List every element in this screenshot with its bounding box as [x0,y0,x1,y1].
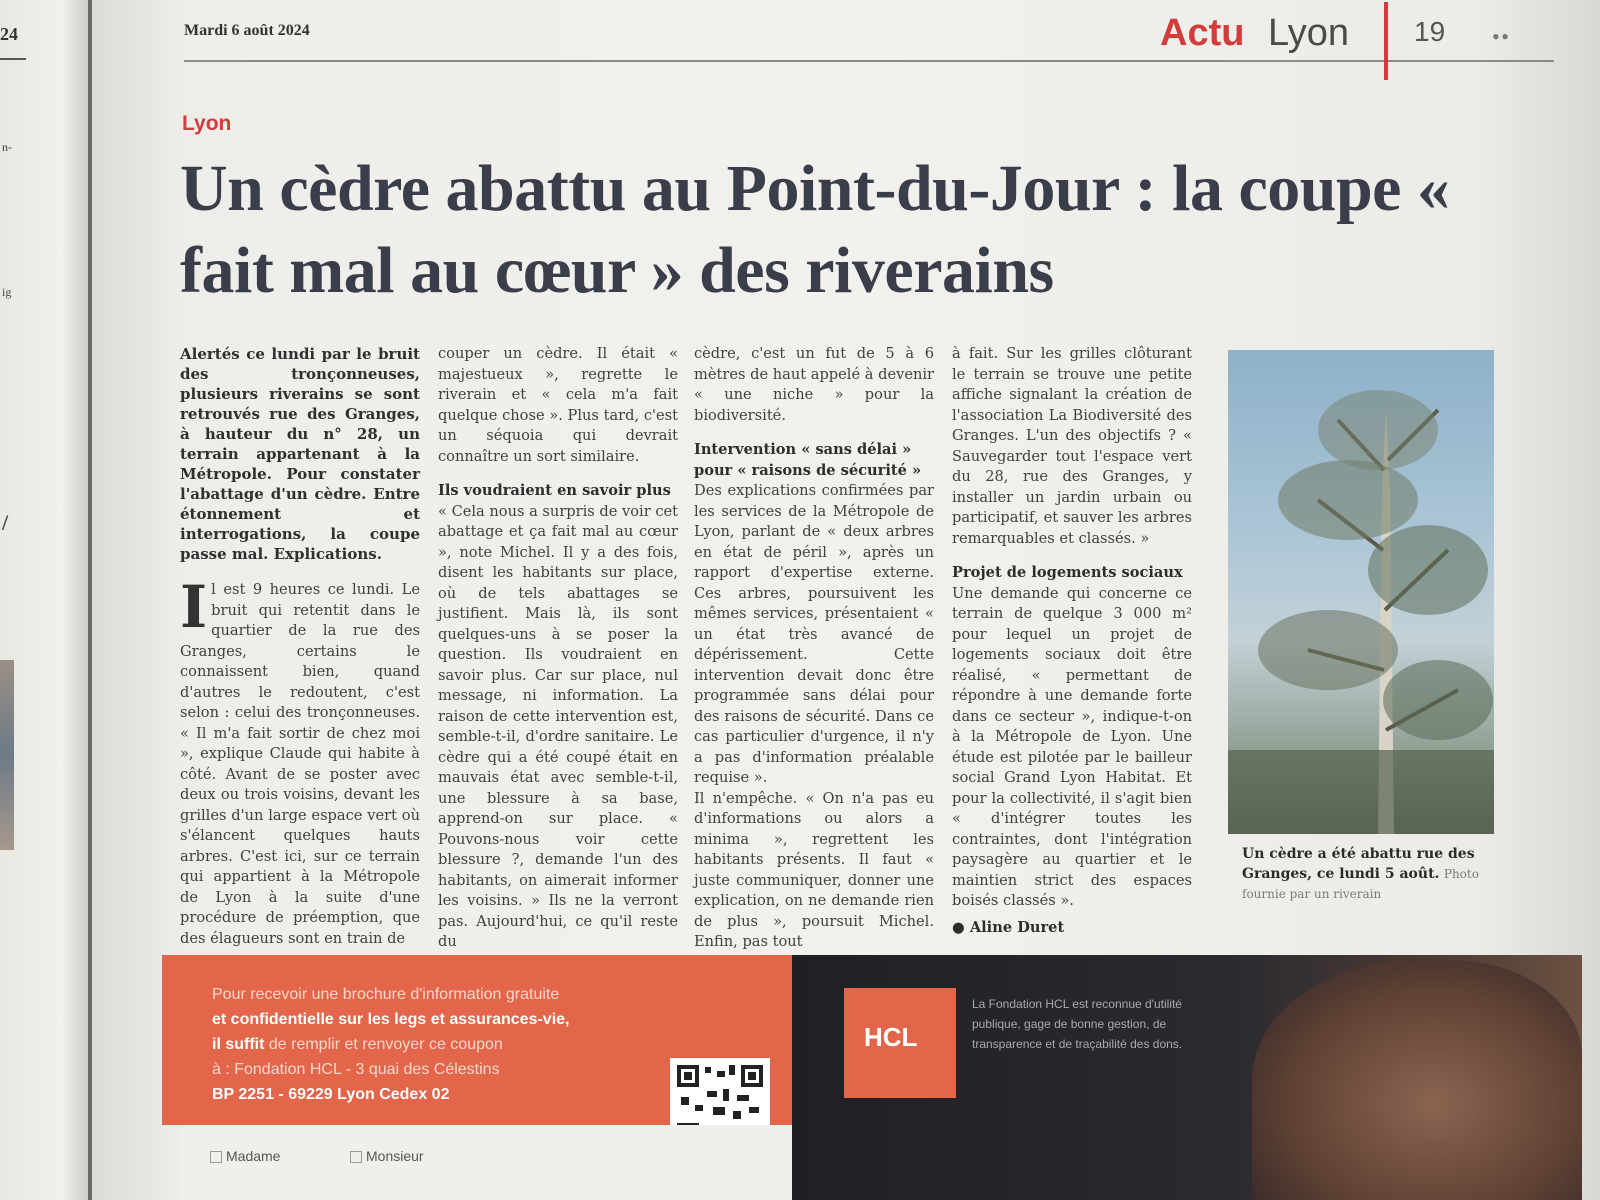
article-body-2a: couper un cèdre. Il était « majestueux », regrette le riverain et « cela m'a fait quelque chose ». Plus tard, c'est un séquoia qui devrait connaître un sort similaire. [438,345,678,465]
ad-line: à : Fondation HCL - 3 quai des Célestins [212,1061,500,1078]
previous-page-fragment: n- [2,140,12,154]
header-dots: • • [1492,24,1507,49]
previous-page-photo [0,660,14,850]
article-body-1 [180,573,420,949]
previous-page-number: 24 [0,24,18,44]
section-actu: Actu [1160,12,1245,54]
ad-portrait-photo [1252,960,1582,1200]
ad-line: Pour recevoir une brochure d'information gratuite [212,986,560,1003]
ad-line: et confidentielle sur les legs et assurances-vie, [212,1011,570,1028]
previous-page-rule [0,58,26,60]
previous-page-fragment: ig [2,285,12,299]
article-headline: Un cèdre abattu au Point-du-Jour : la coupe « fait mal au cœur » des riverains [180,152,1450,307]
monsieur-checkbox[interactable] [350,1148,424,1164]
article-lead: Alertés ce lundi par le bruit des tronçonneuses, plusieurs riverains se sont retrouvés rue des Granges, à hauteur du n° 28, un terrain appartenant à la Métropole. Pour constater l'abattage d'un cèdre. Entre étonnement et interrogations, la coupe passe mal. Explications. [180,345,420,563]
newspaper-page [92,0,1600,1200]
drop-cap: I [180,573,208,641]
article-column-1 [180,344,420,949]
cedar-tree-icon [1228,350,1494,834]
article-subhead-2: Intervention « sans délai » pour « raisons de sécurité » [694,441,922,479]
article-subhead-3: Projet de logements sociaux [952,564,1183,581]
article-body-1-text: l est 9 heures ce lundi. Le bruit qui retentit dans le quartier de la rue des Granges, certains le connaissent bien, quand d'autres le redoutent, c'est selon : celui des tronçonneuses. « Il m'a fait sortir de chez moi », explique Claude qui habite à côté. Avant de se poster avec deux ou trois voisins, devant les grilles d'un large espace vert où s'élancent quelques hauts arbres. C'est ici, sur ce terrain qui appartient à la Métropole de Lyon à la suite d'une procédure de préemption, que des élagueurs sont en train de [180,581,420,947]
cedar-tree-photo [1228,350,1494,834]
article-column-4 [952,344,1192,938]
article-byline: ● Aline Duret [952,918,1065,936]
article-body-4a: à fait. Sur les grilles clôturant le terrain se trouve une petite affiche signalant la création de l'association La Biodiversité des Granges. L'un des objectifs ? « Sauvegarder tout l'espace vert du 28, rue des Granges, y installer un jardin urbain ou participatif, et sauver les arbres remarquables et classés. » [952,345,1192,547]
caption-text: Un cèdre a été abattu rue des Granges, ce lundi 5 août. [1242,846,1475,882]
article-body-3b: Des explications confirmées par les services de la Métropole de Lyon, parlant de « deux arbres en état de péril », après un rapport d'expertise externe. Ces arbres, poursuivent les mêmes services, présentaient « un état très avancé de dépérissement. Cette intervention devait donc être programmée sans délai pour des raisons de sécurité. Dans ce cas particulier d'urgence, il n'y a pas d'information préalable requise ». [694,482,934,786]
photo-credit: Photo fournie par un riverain [1242,867,1479,901]
photo-caption [1242,844,1482,904]
hcl-logo: HCL [864,1022,918,1052]
article-body-3c: Il n'empêche. « On n'a pas eu d'informations ou alors a minima », regrettent les habitants présents. Il faut « juste communiquer, donner une explication, on ne demande rien de plus », poursuit Michel. Enfin, pas tout [694,789,934,950]
previous-page-fragment: / [2,510,9,535]
issue-date: Mardi 6 août 2024 [184,22,310,39]
article-column-3 [694,344,934,953]
hcl-description: La Fondation HCL est reconnue d'utilité publique, gage de bonne gestion, de transparence et de traçabilité des dons. [972,997,1183,1051]
checkbox-box[interactable] [350,1151,362,1163]
monsieur-label: Monsieur [366,1148,424,1164]
checkbox-box[interactable] [210,1151,222,1163]
article-body-3a: cèdre, c'est un fut de 5 à 6 mètres de haut appelé à devenir « une niche » pour la biodiversité. [694,345,934,424]
ad-line-rest: de remplir et renvoyer ce coupon [264,1036,503,1053]
article-subhead-1: Ils voudraient en savoir plus [438,482,671,499]
article-kicker: Lyon [182,112,232,135]
section-city: Lyon [1268,12,1349,54]
article-body-2b: « Cela nous a surpris de voir cet abattage et ça fait mal au cœur », note Michel. Il y a des fois, disent les habitants sur place, où de tels abattages se justifient. Mais là, ils sont quelques-uns à se poser la question. Ils voudraient en savoir plus. Car sur place, nul message, ni information. La raison de cette intervention est, semble-t-il, d'ordre sanitaire. Le cèdre qui a été coupé était en mauvais état avec semble-t-il, une blessure à sa base, apprend-on sur place. « Pouvons-nous voir cette blessure ?, demande l'un des habitants, on aimerait informer les voisins. » Ils ne la verront pas. Aujourd'hui, ce qu'il reste du [438,502,679,950]
ad-line [212,1032,672,1057]
ad-line: BP 2251 - 69229 Lyon Cedex 02 [212,1086,450,1103]
header-divider [1384,2,1388,80]
madame-label: Madame [226,1148,281,1164]
page-number: 19 [1414,16,1446,47]
madame-checkbox[interactable] [210,1148,280,1164]
article-column-2 [438,344,678,953]
ad-coupon-text [212,982,672,1107]
article-body-4b: Une demande qui concerne ce terrain de quelque 3 000 m² pour lequel un projet de logements sociaux doit être réalisé, « permettant de répondre à une demande forte dans ce secteur », indique-t-on à la Métropole de Lyon. Une étude est pilotée par le bailleur social Grand Lyon Habitat. Et pour la collectivité, il s'agit bien « d'intégrer toutes les contraintes, dont l'intégration paysagère au quartier et le maintien strict des espaces boisés classés ». [952,584,1192,909]
ad-line-bold: il suffit [212,1036,265,1053]
header-rule [184,60,1554,62]
previous-page-edge [0,0,88,1200]
